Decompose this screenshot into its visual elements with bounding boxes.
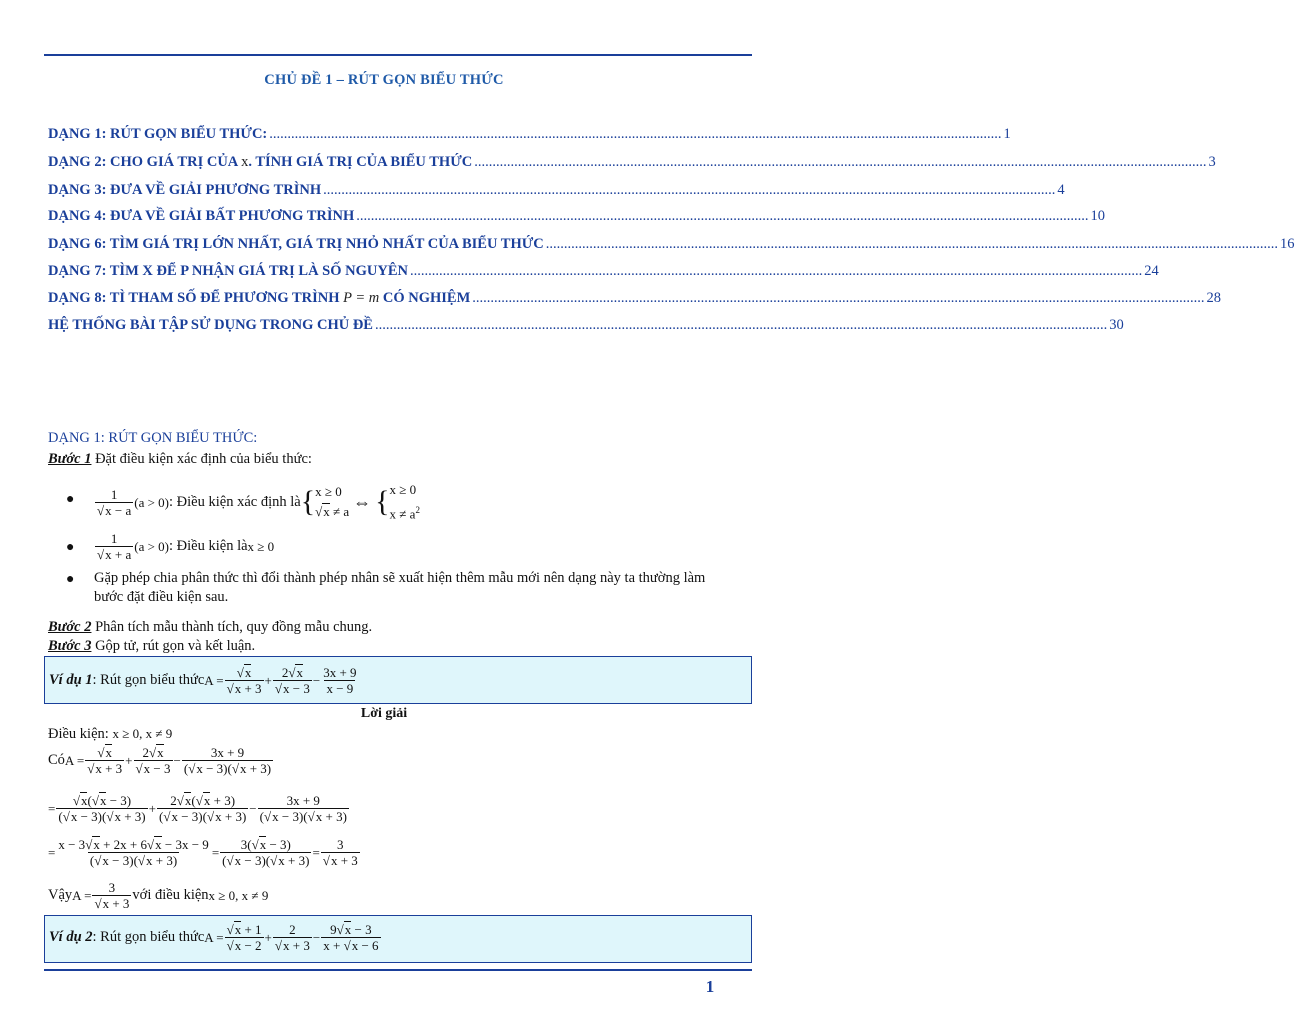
page-number: 1	[705, 977, 715, 996]
toc-label: DẠNG 4: ĐƯA VỀ GIẢI BẤT PHƯƠNG TRÌNH	[48, 208, 355, 224]
toc-page: 16	[1280, 236, 1295, 252]
toc-label: DẠNG 2: CHO GIÁ TRỊ CỦA x. TÍNH GIÁ TRỊ CỦA BIỂU THỨC	[48, 154, 473, 170]
solution-heading: Lời giải	[360, 706, 408, 721]
toc-leader: ..........................................................................................................................................................................................................	[410, 263, 1143, 279]
toc-page: 3	[1208, 154, 1216, 170]
example-2-box	[44, 915, 752, 963]
toc-leader: ..........................................................................................................................................................................................................	[356, 208, 1089, 224]
toc-page: 10	[1090, 208, 1106, 224]
toc-page: 4	[1057, 182, 1065, 198]
bullet-dot: ●	[66, 492, 75, 507]
toc-page: 1	[1003, 126, 1011, 142]
section-heading: DẠNG 1: RÚT GỌN BIỂU THỨC:	[48, 430, 258, 446]
bullet-dot: ●	[66, 540, 75, 555]
example-1-text: Ví dụ 1 : Rút gọn biểu thức A = √ x √ x + 3 + 2√ x √ x − 3 − $\frac{3x + 9}{x - 9}$	[49, 665, 360, 696]
example-1-box	[44, 656, 752, 704]
toc-item[interactable]	[48, 262, 1159, 280]
toc-page: 24	[1144, 263, 1159, 279]
toc-item[interactable]	[48, 207, 1106, 225]
bullet-1: 1 √ x − a (a > 0) : Điều kiện xác định là { x ≥ 0 √ x ≠ a ⇔ { x ≥ 0 $x \ne a^2$	[94, 480, 420, 524]
page-title: CHỦ ĐỀ 1 – RÚT GỌN BIỂU THỨC	[264, 72, 504, 88]
toc-leader: ..........................................................................................................................................................................................................	[269, 126, 1002, 142]
bullet-dot: ●	[66, 572, 75, 587]
toc-item[interactable]	[48, 289, 1222, 307]
toc-item[interactable]	[48, 125, 1011, 143]
step-2: Bước 2 Phân tích mẫu thành tích, quy đồng mẫu chung.	[48, 619, 373, 635]
bullet-3: Gặp phép chia phân thức thì đổi thành phép nhân sẽ xuất hiện thêm mẫu mới nên dạng này ta thường làm bước đặt điều kiện sau.	[94, 570, 706, 605]
step-3: Bước 3 Gộp tử, rút gọn và kết luận.	[48, 638, 256, 654]
example-2-text: Ví dụ 2 : Rút gọn biểu thức A = √ x + 1 √ x − 2 + 2 √ x + 3 − $\frac{9√ x - 3}{x + √ x - 6}$	[49, 922, 382, 953]
toc-leader: ..........................................................................................................................................................................................................	[374, 317, 1108, 333]
top-rule	[44, 54, 752, 56]
toc-label: DẠNG 8: TÌ THAM SỐ ĐỂ PHƯƠNG TRÌNH P = m CÓ NGHIỆM	[48, 290, 471, 306]
toc-item[interactable]	[48, 181, 1065, 199]
toc-label: DẠNG 6: TÌM GIÁ TRỊ LỚN NHẤT, GIÁ TRỊ NHỎ NHẤT CỦA BIỂU THỨC	[48, 236, 544, 252]
solution-line-1: Có A = √ x √ x + 3 + 2√ x √ x − 3 − $\frac{3x + 9}{(√ x - 3)(√ x + 3)}$	[48, 745, 274, 776]
toc-label: DẠNG 1: RÚT GỌN BIỂU THỨC:	[48, 126, 268, 142]
bullet-2: 1 √ x + a (a > 0) : Điều kiện là x ≥ 0	[94, 531, 274, 562]
solution-conclusion: Vậy A = 3 √ x + 3 với điều kiện x ≥ 0, x ≠ 9	[48, 880, 268, 911]
toc-item[interactable]	[48, 153, 1216, 171]
toc-leader: ..........................................................................................................................................................................................................	[474, 154, 1207, 170]
step-1: Bước 1 Đặt điều kiện xác định của biểu thức:	[48, 451, 312, 467]
toc-item[interactable]	[48, 235, 1295, 253]
solution-line-2: = √ $\frac{x(√ x - 3)}{(√ x - 3)(√ x + 3)}$ + $\frac{2√ x(√ x + 3)}{(√ x - 3)(√ x + 3)}$ − $\frac{3x + 9}{(√ x - 3)(√ x + 3)}$	[48, 793, 350, 824]
toc-label: DẠNG 3: ĐƯA VỀ GIẢI PHƯƠNG TRÌNH	[48, 182, 322, 198]
solution-condition: Điều kiện: x ≥ 0, x ≠ 9	[48, 726, 173, 742]
toc-page: 30	[1109, 317, 1124, 333]
toc-leader: ..........................................................................................................................................................................................................	[545, 236, 1279, 252]
toc-label: HỆ THỐNG BÀI TẬP SỬ DỤNG TRONG CHỦ ĐỀ	[48, 317, 373, 333]
toc-item[interactable]	[48, 316, 1124, 334]
solution-line-3: = $\frac{x - 3√ x + 2x + 6√ x - 3x - 9}{(√ x - 3)(√ x + 3)}$ = $\frac{3(√ x - 3)}{(√ x - 3)(√ x + 3)}$ = 3 √ x + 3	[48, 837, 361, 868]
toc-leader: ..........................................................................................................................................................................................................	[472, 290, 1205, 306]
bottom-rule	[44, 969, 752, 971]
toc-leader: ..........................................................................................................................................................................................................	[323, 182, 1056, 198]
toc-page: 28	[1206, 290, 1222, 306]
toc-label: DẠNG 7: TÌM X ĐỂ P NHẬN GIÁ TRỊ LÀ SỐ NGUYÊN	[48, 263, 408, 279]
